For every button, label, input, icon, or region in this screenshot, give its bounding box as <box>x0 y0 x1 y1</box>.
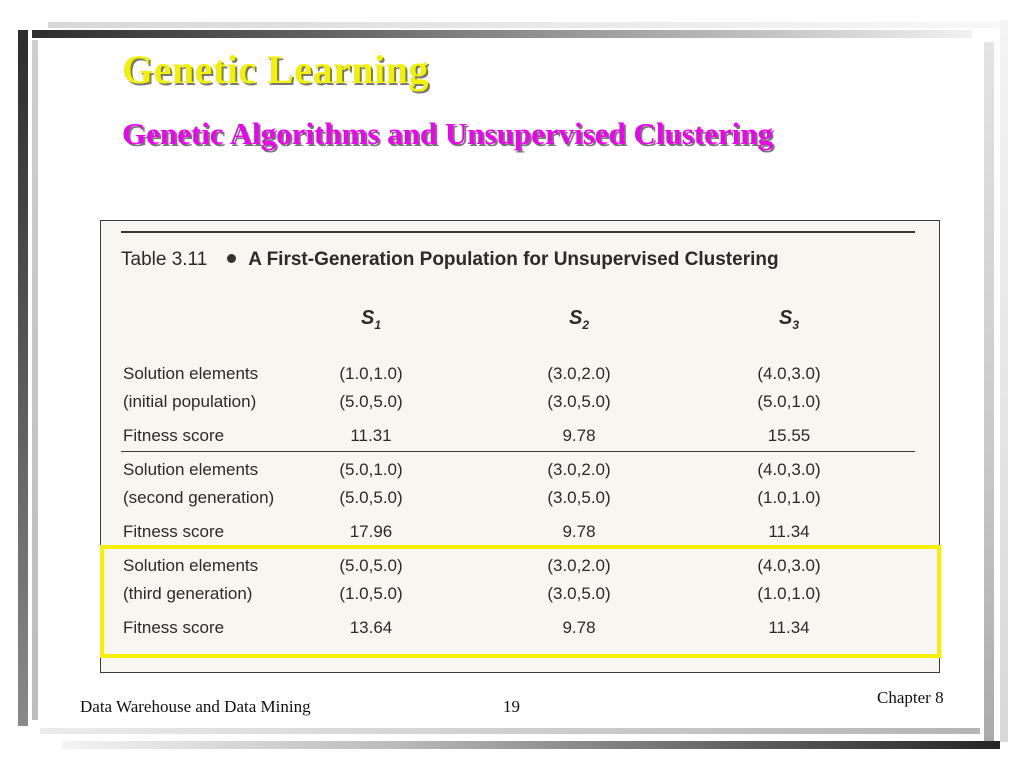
footer-chapter: Chapter 8 <box>877 688 944 707</box>
column-header-s2: $S_2$ <box>568 307 590 332</box>
table-cell: (4.0,3.0) <box>757 556 821 575</box>
fitness-cell: 11.34 <box>768 522 810 541</box>
table-cell: (3.0,5.0) <box>547 488 611 507</box>
right-outer-frame-bar <box>1000 20 1008 742</box>
footer-course-title: Data Warehouse and Data Mining <box>80 697 311 716</box>
fitness-cell: 17.96 <box>349 522 393 541</box>
top-frame-shadow-bar <box>48 22 1008 28</box>
table-cell: (3.0,2.0) <box>547 364 611 383</box>
right-frame-bar <box>984 42 994 742</box>
table-cell: (3.0,5.0) <box>547 584 611 603</box>
table-cell: (1.0,1.0) <box>339 364 403 383</box>
row-label-fitness: Fitness score <box>123 618 225 637</box>
fitness-cell: 11.31 <box>350 426 392 445</box>
row-label-elements: Solution elements <box>123 556 259 575</box>
column-header-s3: $S_3$ <box>778 307 800 332</box>
bottom-inner-frame-bar <box>40 728 980 734</box>
table-caption <box>121 249 779 271</box>
table-title: A First-Generation Population for Unsupervised Clustering <box>248 249 779 270</box>
table-cell: (5.0,5.0) <box>339 556 403 575</box>
bullet-icon <box>227 254 236 263</box>
row-label-generation: (third generation) <box>123 584 253 603</box>
table-cell: (1.0,1.0) <box>757 488 821 507</box>
table-cell: (3.0,5.0) <box>547 392 611 411</box>
row-label-generation: (second generation) <box>123 488 275 507</box>
row-label-fitness: Fitness score <box>123 426 225 445</box>
top-frame-bar <box>32 30 972 38</box>
left-inner-frame-bar <box>32 40 38 720</box>
table-cell: (5.0,1.0) <box>339 460 403 479</box>
fitness-cell: 9.78 <box>562 522 596 541</box>
table-cell: (4.0,3.0) <box>757 364 821 383</box>
table-cell: (3.0,2.0) <box>547 556 611 575</box>
row-label-elements: Solution elements <box>123 364 259 383</box>
table-cell: (5.0,1.0) <box>757 392 821 411</box>
fitness-cell: 13.64 <box>349 618 393 637</box>
fitness-cell: 11.34 <box>768 618 810 637</box>
fitness-cell: 15.55 <box>767 426 811 445</box>
table-cell: (1.0,5.0) <box>339 584 403 603</box>
column-header-s1: $S_1$ <box>360 307 382 332</box>
table-cell: (5.0,5.0) <box>339 392 403 411</box>
footer-page-number: 19 <box>503 697 520 716</box>
fitness-cell: 9.78 <box>562 618 596 637</box>
left-frame-bar <box>18 30 28 726</box>
table-cell: (1.0,1.0) <box>757 584 821 603</box>
slide-subtitle: Genetic Algorithms and Unsupervised Clustering <box>122 116 774 151</box>
row-label-fitness: Fitness score <box>123 522 225 541</box>
row-label-elements: Solution elements <box>123 460 259 479</box>
third-generation-highlight-box <box>100 545 941 658</box>
table-top-rule <box>121 231 915 233</box>
table-cell: (5.0,5.0) <box>339 488 403 507</box>
fitness-cell: 9.78 <box>562 426 596 445</box>
row-label-generation: (initial population) <box>123 392 257 411</box>
group-divider-rule <box>121 451 915 452</box>
table-cell: (3.0,2.0) <box>547 460 611 479</box>
slide-title: Genetic Learning <box>122 47 429 92</box>
bottom-frame-bar <box>62 741 1000 749</box>
table-number: Table 3.11 <box>121 249 208 270</box>
table-cell: (4.0,3.0) <box>757 460 821 479</box>
